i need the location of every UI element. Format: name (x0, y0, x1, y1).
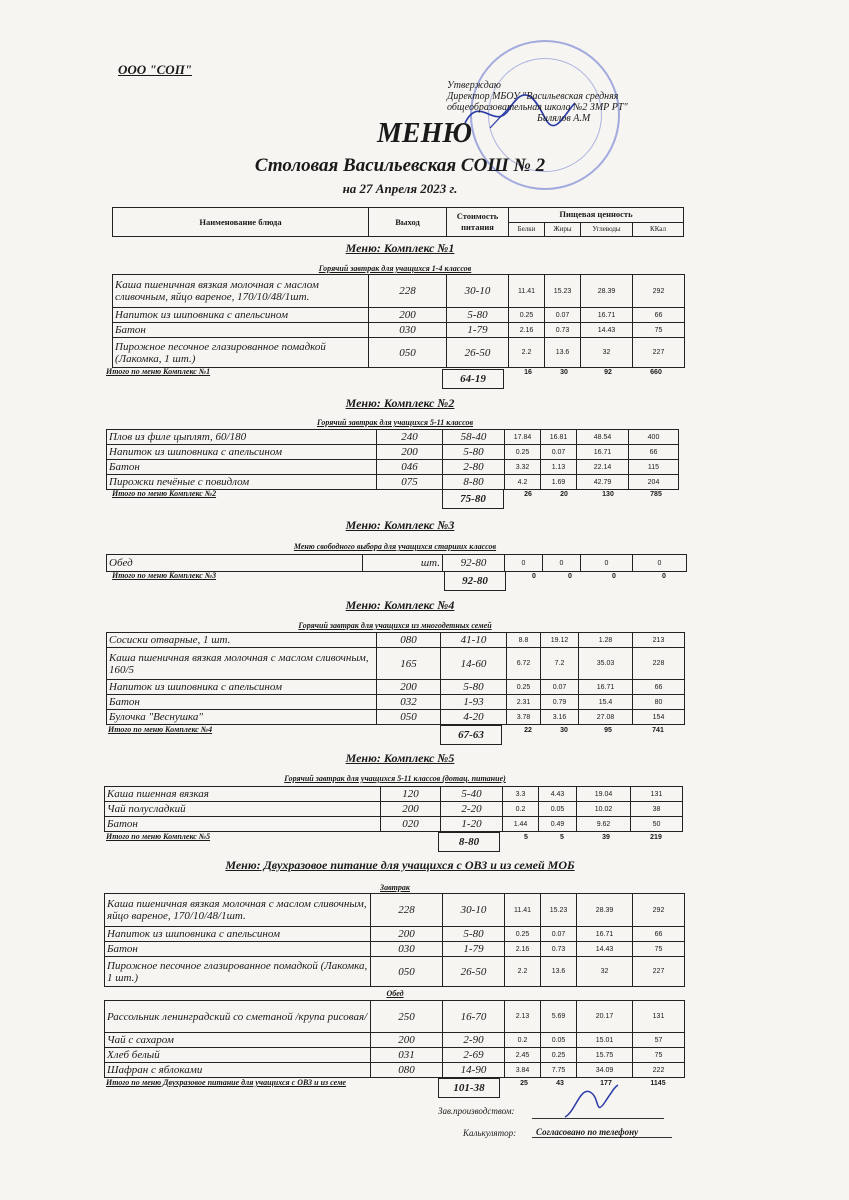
header-fats: Жиры (545, 222, 581, 236)
menu-table (104, 1000, 685, 1078)
dish-carbs: 16.71 (577, 927, 633, 942)
total-label: Итого по меню Комплекс №2 (112, 489, 217, 498)
dish-price: 5-80 (443, 927, 505, 942)
dish-fats: 16.81 (541, 430, 577, 445)
dish-fats: 15.23 (545, 275, 581, 308)
dish-kcal: 154 (633, 710, 685, 725)
dish-kcal: 80 (633, 695, 685, 710)
menu-table (104, 786, 683, 832)
dish-proteins: 11.41 (505, 894, 541, 927)
total-kcal: 0 (662, 573, 666, 580)
dish-price: 58-40 (443, 430, 505, 445)
dish-output: 031 (371, 1048, 443, 1063)
table-row (105, 1063, 685, 1078)
dish-name: Каша пшеничная вязкая молочная с маслом сливочным, яйцо вареное, 170/10/48/1шт. (105, 894, 371, 927)
approval-signer: Билялов А.М (537, 113, 591, 124)
total-kcal: 660 (650, 369, 662, 376)
dish-price: 2-20 (441, 802, 503, 817)
section-subtitle: Горячий завтрак для учащихся из многодетных семей (298, 621, 492, 630)
total-fats: 0 (568, 573, 572, 580)
total-price: 64-19 (442, 369, 504, 389)
dish-output: 228 (371, 894, 443, 927)
dish-carbs: 27.08 (579, 710, 633, 725)
section-subtitle: Горячий завтрак для учащихся 5-11 классов (дотац. питание) (284, 774, 506, 783)
dish-price: 26-50 (443, 957, 505, 987)
dish-carbs: 28.39 (577, 894, 633, 927)
table-row (107, 648, 685, 680)
dish-output: 050 (371, 957, 443, 987)
dish-fats: 7.75 (541, 1063, 577, 1078)
header-nutrition: Пищевая ценность (559, 209, 633, 219)
total-carbs: 0 (612, 573, 616, 580)
approval-line-3: общеобразовательная школа №2 ЗМР РТ" (447, 102, 628, 113)
dish-name: Шафран с яблоками (105, 1063, 371, 1078)
dish-carbs: 14.43 (581, 323, 633, 338)
dish-kcal: 75 (633, 942, 685, 957)
dish-proteins: 2.16 (509, 323, 545, 338)
dish-name: Чай с сахаром (105, 1033, 371, 1048)
dish-name: Напиток из шиповника с апельсином (113, 308, 369, 323)
dish-fats: 1.13 (541, 460, 577, 475)
canteen-name: Столовая Васильевская СОШ № 2 (254, 155, 546, 176)
total-carbs: 95 (604, 727, 612, 734)
table-row (107, 710, 685, 725)
table-row (105, 802, 683, 817)
dish-proteins: 2.2 (505, 957, 541, 987)
dish-price: 8-80 (443, 475, 505, 490)
section-title: Меню: Комплекс №3 (345, 518, 455, 532)
dish-price: 5-80 (447, 308, 509, 323)
dish-name: Рассольник ленинградский со сметаной /крупа рисовая/ (105, 1001, 371, 1033)
dish-price: 5-80 (443, 445, 505, 460)
dish-name: Батон (107, 460, 377, 475)
menu-table (104, 893, 685, 987)
dish-output: 250 (371, 1001, 443, 1033)
table-row (105, 957, 685, 987)
table-header (112, 207, 684, 237)
dish-price: 30-10 (447, 275, 509, 308)
dish-price: 16-70 (443, 1001, 505, 1033)
dish-fats: 13.6 (545, 338, 581, 368)
menu-table (106, 554, 687, 572)
header-kcal: ККал (633, 222, 683, 236)
dish-fats: 0.05 (541, 1033, 577, 1048)
dish-proteins: 0.25 (507, 680, 541, 695)
table-row (107, 680, 685, 695)
dish-carbs: 10.02 (577, 802, 631, 817)
dish-kcal: 66 (633, 927, 685, 942)
dish-kcal: 66 (629, 445, 679, 460)
dish-kcal: 227 (633, 338, 685, 368)
dish-output: 080 (377, 633, 441, 648)
dish-proteins: 17.84 (505, 430, 541, 445)
dish-fats: 19.12 (541, 633, 579, 648)
dish-fats: 5.69 (541, 1001, 577, 1033)
table-row (113, 338, 685, 368)
total-fats: 30 (560, 727, 568, 734)
dish-fats: 13.6 (541, 957, 577, 987)
section-subtitle: Горячий завтрак для учащихся 1-4 классов (318, 264, 472, 273)
dish-price: 2-80 (443, 460, 505, 475)
section-total (106, 367, 686, 389)
dish-proteins: 1.44 (503, 817, 539, 832)
section-title: Меню: Двухразовое питание для учащихся с ОВЗ и из семей МОБ (225, 858, 575, 872)
dish-fats: 0.73 (545, 323, 581, 338)
dish-fats: 0.73 (541, 942, 577, 957)
dish-output: 020 (381, 817, 441, 832)
dish-kcal: 66 (633, 308, 685, 323)
table-row (105, 942, 685, 957)
table-row (113, 275, 685, 308)
total-proteins: 22 (524, 727, 532, 734)
dish-proteins: 0.2 (505, 1033, 541, 1048)
total-kcal: 741 (652, 727, 664, 734)
table-row (105, 1048, 685, 1063)
dish-carbs: 15.01 (577, 1033, 633, 1048)
dish-kcal: 75 (633, 323, 685, 338)
dish-kcal: 204 (629, 475, 679, 490)
calculator-value: Согласовано по телефону (532, 1127, 672, 1138)
dish-price: 14-90 (443, 1063, 505, 1078)
dish-output: 228 (369, 275, 447, 308)
dish-fats: 1.69 (541, 475, 577, 490)
dish-output: 240 (377, 430, 443, 445)
dish-proteins: 3.3 (503, 787, 539, 802)
dish-kcal: 38 (631, 802, 683, 817)
dish-name: Каша пшеничная вязкая молочная с маслом сливочным, 160/5 (107, 648, 377, 680)
dish-carbs: 20.17 (577, 1001, 633, 1033)
dish-proteins: 11.41 (509, 275, 545, 308)
total-label: Итого по меню Комплекс №4 (108, 725, 213, 734)
dish-fats: 0.07 (541, 445, 577, 460)
dish-price: 14-60 (441, 648, 507, 680)
dish-price: 4-20 (441, 710, 507, 725)
total-proteins: 16 (524, 369, 532, 376)
dish-carbs: 16.71 (577, 445, 629, 460)
total-label: Итого по меню Комплекс №5 (106, 832, 211, 841)
dish-proteins: 2.45 (505, 1048, 541, 1063)
total-price: 92-80 (444, 571, 506, 591)
production-signature (560, 1082, 620, 1122)
dish-output: 032 (377, 695, 441, 710)
dish-carbs: 9.62 (577, 817, 631, 832)
dish-carbs: 28.39 (581, 275, 633, 308)
dish-fats: 0.05 (539, 802, 577, 817)
section-title: Меню: Комплекс №4 (345, 598, 455, 612)
dish-output: 046 (377, 460, 443, 475)
dish-kcal: 57 (633, 1033, 685, 1048)
dish-name: Напиток из шиповника с апельсином (107, 445, 377, 460)
dish-fats: 15.23 (541, 894, 577, 927)
dish-name: Батон (105, 817, 381, 832)
dish-fats: 0.25 (541, 1048, 577, 1063)
dish-kcal: 0 (633, 555, 687, 572)
dish-fats: 0.07 (541, 927, 577, 942)
dish-output: 165 (377, 648, 441, 680)
total-carbs: 39 (602, 834, 610, 841)
section-subtitle: Завтрак (380, 883, 410, 892)
dish-name: Каша пшеничная вязкая молочная с маслом сливочным, яйцо вареное, 170/10/48/1шт. (113, 275, 369, 308)
dish-proteins: 8.8 (507, 633, 541, 648)
total-price: 67-63 (440, 725, 502, 745)
dish-proteins: 2.13 (505, 1001, 541, 1033)
dish-kcal: 228 (633, 648, 685, 680)
dish-name: Напиток из шиповника с апельсином (107, 680, 377, 695)
dish-kcal: 50 (631, 817, 683, 832)
dish-price: 41-10 (441, 633, 507, 648)
dish-proteins: 0.25 (505, 445, 541, 460)
dish-kcal: 213 (633, 633, 685, 648)
dish-kcal: 115 (629, 460, 679, 475)
dish-proteins: 0.2 (503, 802, 539, 817)
section-total (112, 571, 692, 593)
dish-fats: 0.79 (541, 695, 579, 710)
dish-fats: 4.43 (539, 787, 577, 802)
table-row (107, 475, 679, 490)
dish-output: 200 (371, 927, 443, 942)
total-fats: 30 (560, 369, 568, 376)
dish-proteins: 4.2 (505, 475, 541, 490)
total-label: Итого по меню Комплекс №1 (106, 367, 211, 376)
table-row (107, 445, 679, 460)
approval-line-1: Утверждаю (447, 80, 501, 91)
dish-carbs: 16.71 (581, 308, 633, 323)
dish-carbs: 0 (581, 555, 633, 572)
dish-name: Плов из филе цыплят, 60/180 (107, 430, 377, 445)
total-price: 75-80 (442, 489, 504, 509)
dish-output: 120 (381, 787, 441, 802)
dish-name: Пирожное песочное глазированное помадкой (Лакомка, 1 шт.) (105, 957, 371, 987)
dish-carbs: 42.79 (577, 475, 629, 490)
dish-name: Чай полусладкий (105, 802, 381, 817)
dish-price: 1-93 (441, 695, 507, 710)
section-total (108, 725, 688, 747)
total-kcal: 1145 (650, 1080, 666, 1087)
dish-proteins: 3.78 (507, 710, 541, 725)
total-label: Итого по меню Комплекс №3 (112, 571, 217, 580)
table-row (107, 555, 687, 572)
dish-proteins: 2.31 (507, 695, 541, 710)
dish-fats: 3.16 (541, 710, 579, 725)
dish-proteins: 3.84 (505, 1063, 541, 1078)
menu-table (112, 274, 685, 368)
dish-output: 050 (369, 338, 447, 368)
dish-kcal: 400 (629, 430, 679, 445)
dish-output: 200 (369, 308, 447, 323)
dish-price: 92-80 (443, 555, 505, 572)
dish-output: 200 (377, 680, 441, 695)
total-carbs: 177 (600, 1080, 612, 1087)
dish-kcal: 131 (633, 1001, 685, 1033)
dish-price: 2-90 (443, 1033, 505, 1048)
total-fats: 43 (556, 1080, 564, 1087)
menu-table (106, 632, 685, 725)
dish-price: 2-69 (443, 1048, 505, 1063)
dish-proteins: 0.25 (505, 927, 541, 942)
section-subtitle: Горячий завтрак для учащихся 5-11 классов (316, 418, 474, 427)
dish-proteins: 3.32 (505, 460, 541, 475)
total-proteins: 25 (520, 1080, 528, 1087)
dish-kcal: 75 (633, 1048, 685, 1063)
dish-output: 030 (369, 323, 447, 338)
table-row (105, 1001, 685, 1033)
dish-kcal: 292 (633, 894, 685, 927)
dish-fats: 0.07 (545, 308, 581, 323)
dish-carbs: 14.43 (577, 942, 633, 957)
total-label: Итого по меню Двухразовое питание для учащихся с ОВЗ и из семе (106, 1078, 346, 1087)
menu-table (106, 429, 679, 490)
dish-carbs: 35.03 (579, 648, 633, 680)
dish-name: Напиток из шиповника с апельсином (105, 927, 371, 942)
dish-price: 1-20 (441, 817, 503, 832)
dish-proteins: 0.25 (509, 308, 545, 323)
dish-kcal: 292 (633, 275, 685, 308)
menu-date: на 27 Апреля 2023 г. (342, 181, 458, 196)
dish-name: Каша пшенная вязкая (105, 787, 381, 802)
table-row (105, 817, 683, 832)
organization-name: ООО "СОП" (118, 62, 193, 77)
dish-price: 5-40 (441, 787, 503, 802)
section-title: Меню: Комплекс №2 (345, 396, 455, 410)
dish-output: 200 (381, 802, 441, 817)
dish-carbs: 22.14 (577, 460, 629, 475)
total-carbs: 92 (604, 369, 612, 376)
dish-price: 26-50 (447, 338, 509, 368)
dish-fats: 0.49 (539, 817, 577, 832)
dish-price: 30-10 (443, 894, 505, 927)
table-row (107, 633, 685, 648)
dish-price: 1-79 (447, 323, 509, 338)
total-kcal: 785 (650, 491, 662, 498)
dish-fats: 0.07 (541, 680, 579, 695)
dish-proteins: 2.2 (509, 338, 545, 368)
production-label: Зав.производством: (438, 1106, 515, 1116)
section-subtitle-lunch: Обед (386, 989, 404, 998)
dish-name: Обед (107, 555, 363, 572)
dish-output: 050 (377, 710, 441, 725)
table-row (105, 894, 685, 927)
section-total (112, 489, 692, 511)
dish-kcal: 66 (633, 680, 685, 695)
total-proteins: 0 (532, 573, 536, 580)
dish-proteins: 2.16 (505, 942, 541, 957)
dish-price: 1-79 (443, 942, 505, 957)
dish-name: Пирожки печёные с повидлом (107, 475, 377, 490)
table-row (105, 927, 685, 942)
dish-name: Булочка "Веснушка" (107, 710, 377, 725)
total-price: 101-38 (438, 1078, 500, 1098)
approval-line-2: Директор МБОУ "Васильевская средняя (447, 91, 619, 102)
total-fats: 5 (560, 834, 564, 841)
dish-output: 030 (371, 942, 443, 957)
table-row (105, 1033, 685, 1048)
dish-fats: 0 (543, 555, 581, 572)
dish-name: Хлеб белый (105, 1048, 371, 1063)
dish-carbs: 32 (581, 338, 633, 368)
dish-name: Пирожное песочное глазированное помадкой (Лакомка, 1 шт.) (113, 338, 369, 368)
table-row (107, 460, 679, 475)
total-kcal: 219 (650, 834, 662, 841)
dish-output: 200 (377, 445, 443, 460)
total-fats: 20 (560, 491, 568, 498)
header-name: Наименование блюда (113, 208, 369, 236)
dish-carbs: 15.75 (577, 1048, 633, 1063)
total-carbs: 130 (602, 491, 614, 498)
dish-name: Батон (105, 942, 371, 957)
table-row (113, 323, 685, 338)
dish-kcal: 227 (633, 957, 685, 987)
header-output: Выход (369, 208, 447, 236)
dish-carbs: 48.54 (577, 430, 629, 445)
dish-carbs: 19.04 (577, 787, 631, 802)
dish-proteins: 6.72 (507, 648, 541, 680)
calculator-label: Калькулятор: (463, 1128, 517, 1138)
dish-proteins: 0 (505, 555, 543, 572)
header-carbs: Углеводы (581, 222, 633, 236)
dish-fats: 7.2 (541, 648, 579, 680)
table-row (107, 695, 685, 710)
page-title: МЕНЮ (377, 118, 472, 149)
dish-carbs: 32 (577, 957, 633, 987)
section-title: Меню: Комплекс №5 (345, 751, 455, 765)
section-total (106, 832, 686, 854)
dish-carbs: 16.71 (579, 680, 633, 695)
total-price: 8-80 (438, 832, 500, 852)
dish-carbs: 1.28 (579, 633, 633, 648)
dish-output: 075 (377, 475, 443, 490)
dish-price: 5-80 (441, 680, 507, 695)
total-proteins: 5 (524, 834, 528, 841)
dish-output: шт. (363, 555, 443, 572)
dish-kcal: 131 (631, 787, 683, 802)
table-row (105, 787, 683, 802)
header-price: Стоимость питания (447, 208, 509, 236)
section-title: Меню: Комплекс №1 (345, 241, 455, 255)
dish-kcal: 222 (633, 1063, 685, 1078)
dish-name: Сосиски отварные, 1 шт. (107, 633, 377, 648)
header-proteins: Белки (509, 222, 545, 236)
table-row (107, 430, 679, 445)
dish-output: 200 (371, 1033, 443, 1048)
table-row (113, 308, 685, 323)
dish-name: Батон (107, 695, 377, 710)
section-subtitle: Меню свободного выбора для учащихся старших классов (293, 542, 497, 551)
dish-carbs: 34.09 (577, 1063, 633, 1078)
dish-output: 080 (371, 1063, 443, 1078)
dish-name: Батон (113, 323, 369, 338)
dish-carbs: 15.4 (579, 695, 633, 710)
total-proteins: 26 (524, 491, 532, 498)
